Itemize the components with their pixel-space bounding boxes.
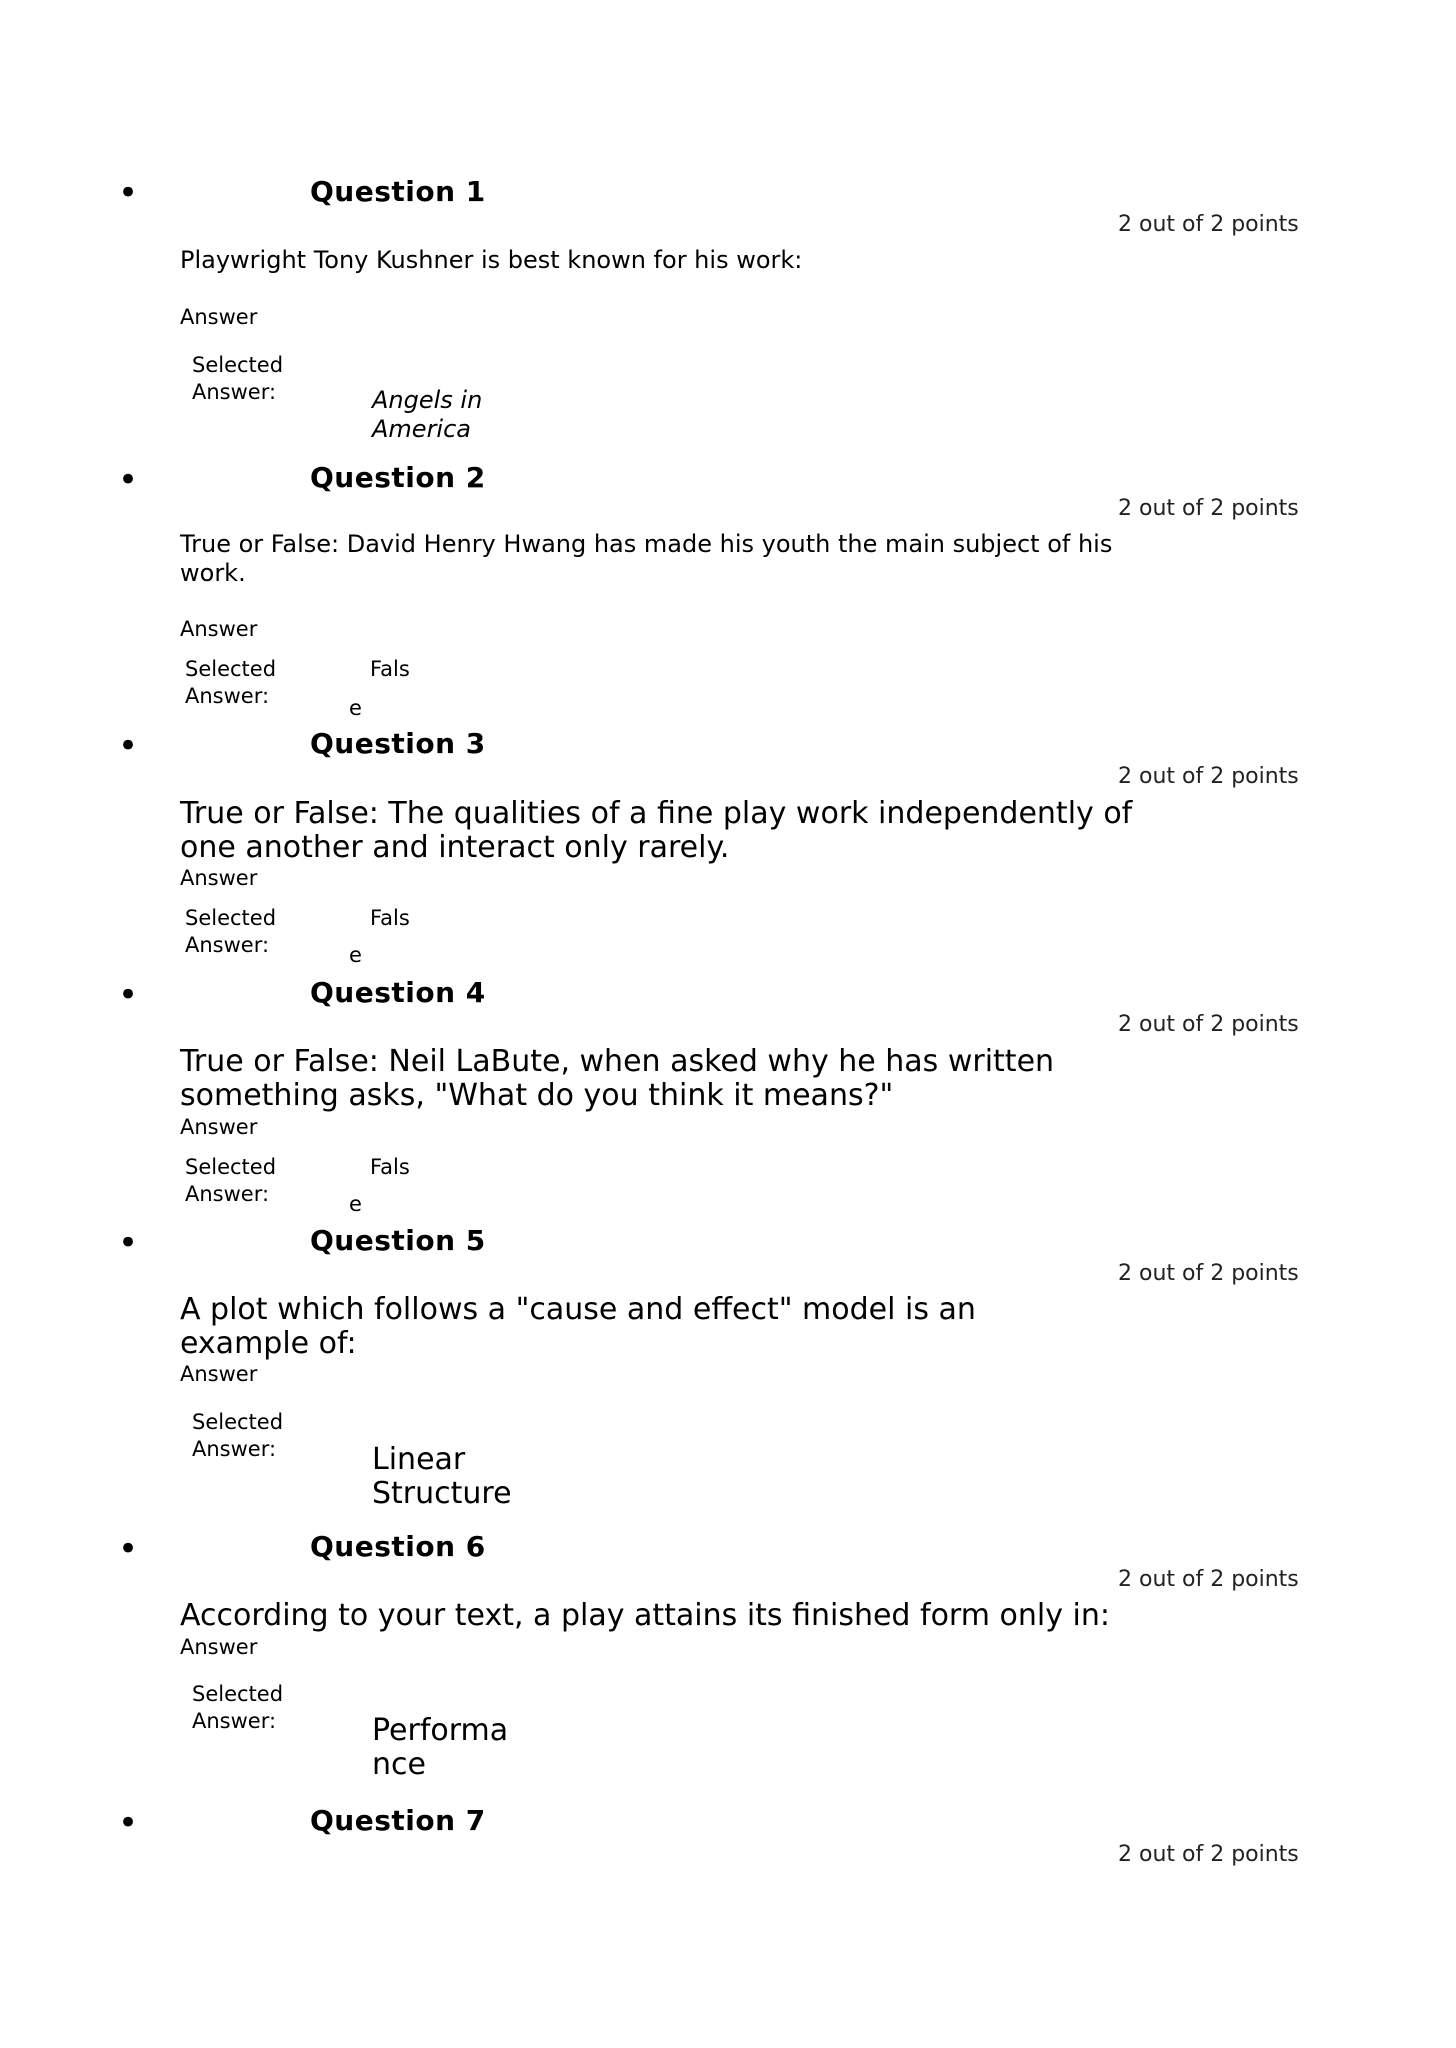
points-label: 2 out of 2 points <box>1118 1261 1299 1286</box>
question-title: Question 1 <box>310 175 486 208</box>
points-label: 2 out of 2 points <box>1118 1012 1299 1037</box>
question-title: Question 6 <box>310 1530 486 1563</box>
answer-label: Answer <box>180 1115 258 1139</box>
answer-label: Answer <box>180 305 258 329</box>
answer-label: Answer <box>180 866 258 890</box>
selected-answer-value: Fals <box>370 906 410 930</box>
question-text: According to your text, a play attains its finished form only in: <box>180 1598 1110 1633</box>
question-title: Question 2 <box>310 461 486 494</box>
question-title: Question 4 <box>310 976 486 1009</box>
selected-answer-value: Fals <box>370 657 410 681</box>
question-title: Question 3 <box>310 727 486 760</box>
points-label: 2 out of 2 points <box>1118 764 1299 789</box>
question-title: Question 7 <box>310 1804 486 1837</box>
selected-answer-value: Linear Structure <box>372 1442 512 1511</box>
answer-label: Answer <box>180 1635 258 1659</box>
selected-answer-value-continued: e <box>349 696 362 720</box>
selected-answer-label: Selected Answer: <box>185 657 277 708</box>
question-text: True or False: David Henry Hwang has made his youth the main subject of his work. <box>180 530 1113 587</box>
bullet: • <box>118 726 139 766</box>
question-text: Playwright Tony Kushner is best known for his work: <box>180 246 803 274</box>
question-text: True or False: The qualities of a fine play work independently of one another and interact only rarely. <box>180 796 1133 865</box>
points-label: 2 out of 2 points <box>1118 496 1299 521</box>
selected-answer-value-continued: e <box>349 943 362 967</box>
selected-answer-value: Angels in America <box>372 386 483 443</box>
question-text: A plot which follows a "cause and effect" model is an example of: <box>180 1292 976 1361</box>
points-label: 2 out of 2 points <box>1118 212 1299 237</box>
answer-label: Answer <box>180 617 258 641</box>
selected-answer-value: Fals <box>370 1155 410 1179</box>
question-title: Question 5 <box>310 1224 486 1257</box>
points-label: 2 out of 2 points <box>1118 1842 1299 1867</box>
bullet: • <box>118 1529 139 1569</box>
selected-answer-label: Selected Answer: <box>185 906 277 957</box>
selected-answer-label: Selected Answer: <box>185 1155 277 1206</box>
answer-label: Answer <box>180 1362 258 1386</box>
selected-answer-label: Selected Answer: <box>192 1410 284 1461</box>
selected-answer-value-continued: e <box>349 1192 362 1216</box>
selected-answer-label: Selected Answer: <box>192 1682 284 1733</box>
selected-answer-value: Performa nce <box>372 1713 509 1782</box>
points-label: 2 out of 2 points <box>1118 1567 1299 1592</box>
bullet: • <box>118 975 139 1015</box>
question-text: True or False: Neil LaBute, when asked why he has written something asks, "What do you think it means?" <box>180 1044 1055 1113</box>
bullet: • <box>118 173 139 213</box>
bullet: • <box>118 1803 139 1843</box>
bullet: • <box>118 1223 139 1263</box>
selected-answer-label: Selected Answer: <box>192 353 284 404</box>
bullet: • <box>118 460 139 500</box>
